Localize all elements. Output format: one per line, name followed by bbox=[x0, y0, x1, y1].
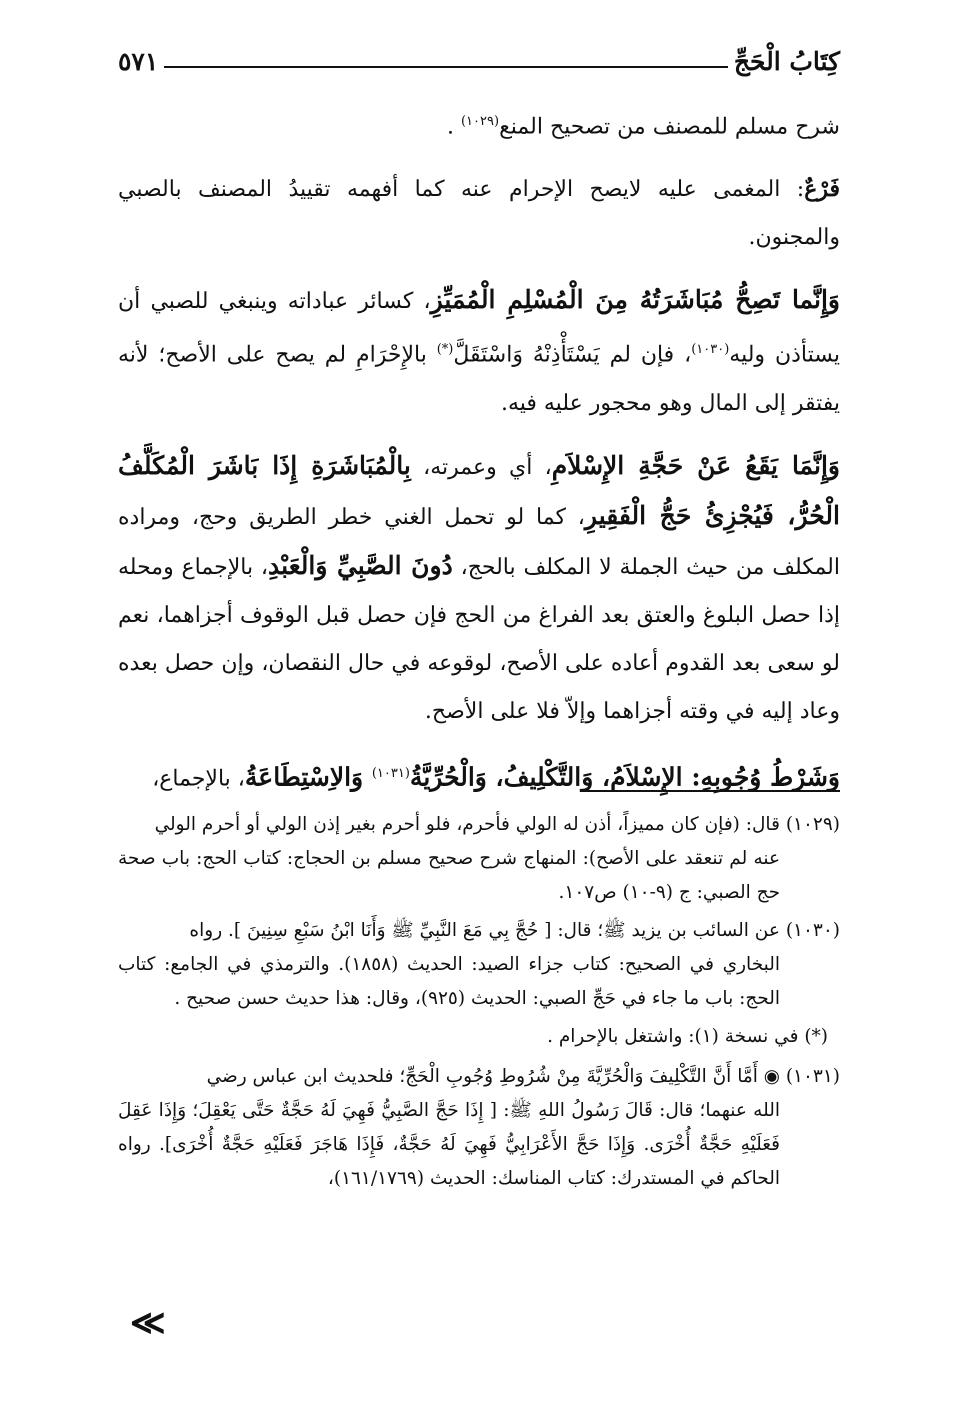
footnote-number: (١٠٣٠) bbox=[785, 920, 840, 941]
book-title: كِتَابُ الْحَجِّ bbox=[733, 47, 840, 76]
footnote-number: (*) bbox=[804, 1026, 828, 1047]
paragraph-1 bbox=[118, 98, 840, 151]
paragraph-2 bbox=[118, 165, 840, 262]
page-number: ٥٧١ bbox=[118, 47, 159, 76]
para-text: ، فإن لم يَسْتَأْذِنْهُ وَاسْتَقَلَّ bbox=[453, 342, 692, 368]
matn-text: بِالْمُبَاشَرَةِ إِذَا بَاشَرَ الْمُكَلَّفُ الْحُرُّ، فَيُجْزِئُ حَجُّ الْفَقِيرِ bbox=[118, 450, 840, 530]
footnote-number: (١٠٢٩) bbox=[785, 814, 840, 835]
para-text: . bbox=[446, 114, 461, 140]
paragraph-3 bbox=[118, 276, 840, 427]
matn-text: وَالاِسْتِطَاعَةُ bbox=[244, 761, 372, 791]
footnote-text: ◉ أَمَّا أَنَّ التَّكْلِيفَ وَالْحُرِّيَّةَ مِنْ شُرُوطِ وُجُوبِ الْحَجِّ؛ فلحديث ابن عباس رضي bbox=[206, 1066, 780, 1087]
main-text bbox=[118, 98, 840, 817]
footnote-separator bbox=[580, 790, 840, 792]
far-label: فَرْعٌ bbox=[804, 176, 840, 203]
footnote-text: الله عنهما؛ قال: قَالَ رَسُولُ اللهِ ﷺ: [ إِذَا حَجَّ الصَّبِيُّ فَهِيَ لَهُ حَجَّةٌ حَتَّى يَعْقِلَ؛ وَإِذَا عَقِلَ فَعَلَيْهِ حَجَّةٌ أُخْرَى. وَإِذَا حَجَّ الأَعْرَابِيُّ فَهِيَ لَهُ حَجَّةٌ، فَإِذَا هَاجَرَ فَعَلَيْهِ حَجَّةٌ أُخْرَى]. رواه الحاكم في المستدرك: كتاب المناسك: الحديث (١٦١/١٧٦٩)، bbox=[118, 1100, 780, 1189]
footnote-text: البخاري في الصحيح: كتاب جزاء الصيد: الحديث (١٨٥٨). والترمذي في الجامع: كتاب الحج: باب ما جاء في حَجِّ الصبي: الحديث (٩٢٥)، وقال: هذا حديث حسن صحيح . bbox=[118, 954, 780, 1009]
para-text: : المغمى عليه لايصح الإحرام عنه كما أفهمه تقييدُ المصنف بالصبي والمجنون. bbox=[118, 177, 840, 251]
footnote-text: في نسخة (١): واشتغل بالإحرام . bbox=[547, 1026, 799, 1047]
para-text: ، بالإجماع ومحله إذا حصل البلوغ والعتق بعد الفراغ من الحج فإن حصل قبل الوقوف أجزاهما، نعم لو سعى بعد القدوم أعاده على الأصح، لوقوعه في حال النقصان، وإن حصل بعده وعاد إليه في وقته أجزاهما وإلاّ فلا على الأصح. bbox=[118, 554, 840, 724]
footnote-star bbox=[118, 1020, 840, 1054]
footnote-text: عنه لم تنعقد على الأصح): المنهاج شرح صحيح مسلم بن الحجاج: كتاب الحج: باب صحة حج الصبي: ج (٩-١٠) ص١٠٧. bbox=[118, 848, 780, 903]
para-text: ، كسائر عباداته وينبغي للصبي أن يستأذن وليه bbox=[118, 289, 840, 368]
footnote-ref: (١٠٣١) bbox=[371, 765, 410, 781]
matn-text: وَإِنَّما تَصِحُّ مُبَاشَرَتُهُ مِنَ الْمُسْلِمِ الْمُمَيِّزِ bbox=[430, 285, 840, 315]
paragraph-4 bbox=[118, 442, 840, 736]
footnote-1030 bbox=[118, 914, 840, 1016]
matn-text: وَشَرْطُ وُجُوبِهِ: الإِسْلاَمُ، وَالتَّكْلِيفُ، وَالْحُرِّيَّةُ bbox=[409, 761, 840, 791]
matn-text: دُونَ الصَّبِيِّ وَالْعَبْدِ bbox=[268, 550, 453, 580]
footnote-ref: (*) bbox=[436, 342, 454, 358]
para-text: بالإِحْرَامِ لم يصح على الأصح؛ لأنه يفتقر إلى المال وهو محجور عليه فيه. bbox=[118, 342, 840, 416]
continuation-mark: ≪ bbox=[130, 1303, 162, 1343]
footnote-text: قال: (فإن كان مميزاً، أذن له الولي فأحرم، فلو أحرم بغير إذن الولي أو أحرم الولي bbox=[154, 814, 780, 835]
footnote-ref: (١٠٣٠) bbox=[691, 342, 730, 358]
footnote-1029 bbox=[118, 808, 840, 910]
footnote-ref: (١٠٢٩) bbox=[460, 114, 500, 129]
para-text: ، كما لو تحمل الغني خطر الطريق وحج، ومراده المكلف من حيث الجملة لا المكلف بالحج، bbox=[118, 504, 840, 580]
footnote-number: (١٠٣١) bbox=[785, 1066, 840, 1087]
para-text: شرح مسلم للمصنف من تصحيح المنع bbox=[499, 114, 840, 140]
para-text: ، بالإجماع، bbox=[152, 765, 245, 791]
header-rule bbox=[164, 66, 728, 68]
running-header bbox=[118, 34, 840, 74]
footnote-text: عن السائب بن يزيد ﷺ؛ قال: [ حُجَّ بِي مَعَ النَّبِيِّ ﷺ وَأَنَا ابْنُ سَبْعِ سِنِينَ ]. رواه bbox=[189, 920, 780, 941]
para-text: ، أي وعمرته، bbox=[410, 454, 552, 480]
footnotes bbox=[118, 808, 840, 1200]
matn-text: وَإِنَّمَا يَقَعُ عَنْ حَجَّةِ الإِسْلاَمِ bbox=[551, 450, 840, 480]
paragraph-5 bbox=[118, 750, 840, 803]
footnote-1031 bbox=[118, 1060, 840, 1196]
